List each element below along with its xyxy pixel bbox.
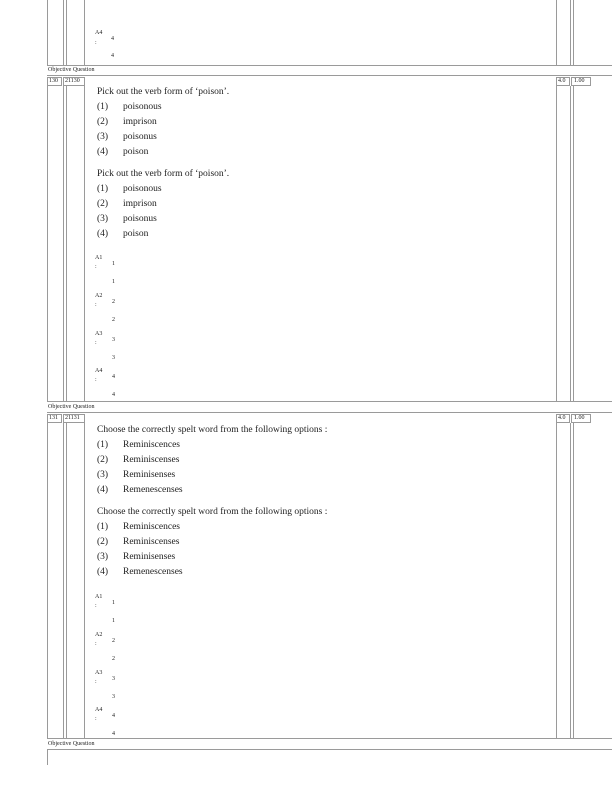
option-4-alt: (4) poison xyxy=(97,229,149,239)
answer-value: 1 xyxy=(112,261,115,267)
option-1-alt: (1) poisonous xyxy=(97,184,162,194)
option-1: (1) poisonous xyxy=(97,102,162,112)
answer-colon: : xyxy=(95,264,97,270)
question-id: 21131 xyxy=(65,415,80,421)
answer-colon: : xyxy=(95,40,97,46)
option-2: (2) Reminiscenses xyxy=(97,455,180,465)
question-marks: 4.0 xyxy=(558,78,566,84)
answer-value-below: 4 xyxy=(112,392,115,398)
answer-value-below: 2 xyxy=(112,656,115,662)
option-2: (2) imprison xyxy=(97,117,157,127)
answer-value-below: 4 xyxy=(111,53,114,59)
answer-value-below: 1 xyxy=(112,279,115,285)
option-3: (3) poisonus xyxy=(97,132,157,142)
answer-label: A3 xyxy=(95,670,103,676)
question-text-alt: Pick out the verb form of ‘poison’. xyxy=(97,169,230,179)
answer-colon: : xyxy=(95,603,97,609)
negative-marks: 1.00 xyxy=(574,78,585,84)
option-1-alt: (1) Reminiscences xyxy=(97,522,180,532)
option-3-alt: (3) Reminisenses xyxy=(97,552,176,562)
section-label: Objective Question xyxy=(48,404,95,410)
option-3: (3) Reminisenses xyxy=(97,470,176,480)
answer-label: A4 xyxy=(95,707,103,713)
answer-value: 2 xyxy=(112,638,115,644)
question-text: Pick out the verb form of ‘poison’. xyxy=(97,87,230,97)
answer-label: A1 xyxy=(95,255,103,261)
answer-value: 4 xyxy=(111,36,114,42)
question-text-alt: Choose the correctly spelt word from the following options : xyxy=(97,507,328,517)
answer-value: 2 xyxy=(112,299,115,305)
answer-value: 3 xyxy=(112,676,115,682)
answer-value-below: 3 xyxy=(112,355,115,361)
option-4-alt: (4) Remenescenses xyxy=(97,567,183,577)
section-label: Objective Question xyxy=(48,741,95,747)
answer-value: 4 xyxy=(112,713,115,719)
option-4: (4) poison xyxy=(97,147,149,157)
answer-label: A4 xyxy=(95,30,103,36)
option-4: (4) Remenescenses xyxy=(97,485,183,495)
answer-label: A1 xyxy=(95,594,103,600)
answer-value-below: 4 xyxy=(112,731,115,737)
question-text: Choose the correctly spelt word from the following options : xyxy=(97,425,328,435)
answer-value-below: 1 xyxy=(112,618,115,624)
question-id: 21130 xyxy=(65,78,80,84)
answer-label: A2 xyxy=(95,632,103,638)
section-label: Objective Question xyxy=(48,67,95,73)
answer-value-below: 2 xyxy=(112,317,115,323)
answer-label: A4 xyxy=(95,368,103,374)
answer-colon: : xyxy=(95,641,97,647)
option-2-alt: (2) imprison xyxy=(97,199,157,209)
answer-label: A2 xyxy=(95,293,103,299)
answer-colon: : xyxy=(95,302,97,308)
answer-value: 3 xyxy=(112,337,115,343)
answer-colon: : xyxy=(95,716,97,722)
option-1: (1) Reminiscences xyxy=(97,440,180,450)
answer-colon: : xyxy=(95,340,97,346)
negative-marks: 1.00 xyxy=(574,415,585,421)
answer-value-below: 3 xyxy=(112,694,115,700)
question-serial: 130 xyxy=(49,78,58,84)
answer-value: 4 xyxy=(112,374,115,380)
question-serial: 131 xyxy=(49,415,58,421)
answer-colon: : xyxy=(95,679,97,685)
option-3-alt: (3) poisonus xyxy=(97,214,157,224)
answer-value: 1 xyxy=(112,600,115,606)
question-marks: 4.0 xyxy=(558,415,566,421)
answer-colon: : xyxy=(95,377,97,383)
option-2-alt: (2) Reminiscenses xyxy=(97,537,180,547)
answer-label: A3 xyxy=(95,331,103,337)
